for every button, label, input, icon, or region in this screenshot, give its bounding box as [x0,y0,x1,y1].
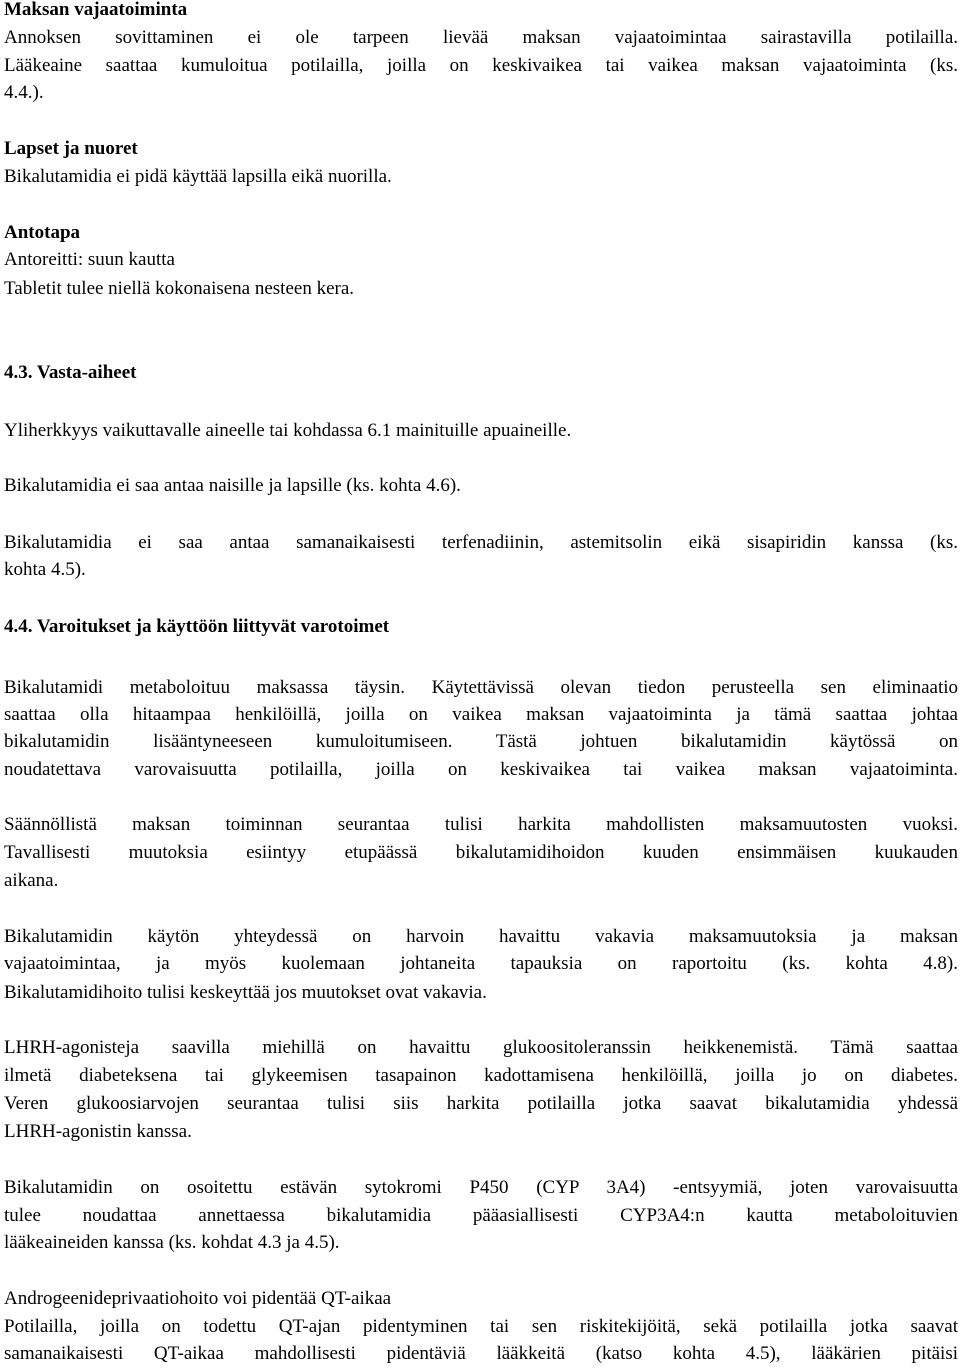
paragraph-line: lääkeaineiden kanssa (ks. kohdat 4.3 ja 4.5). [4,1232,340,1253]
paragraph-line: Yliherkkyys vaikuttavalle aineelle tai kohdassa 6.1 mainituille apuaineille. [4,420,572,441]
paragraph-line: LHRH-agonisteja saavilla miehillä on havaittu glukoositoleranssin heikkenemistä. Tämä saattaa [4,1037,958,1058]
paragraph-line: Androgeenideprivaatiohoito voi pidentää QT-aikaa [4,1288,392,1309]
section-heading-administration: Antotapa [4,222,81,243]
paragraph-line: Annoksen sovittaminen ei ole tarpeen lievää maksan vajaatoimintaa sairastavilla potilailla. [4,27,958,48]
paragraph-line: Veren glukoosiarvojen seurantaa tulisi siis harkita potilailla jotka saavat bikalutamidia yhdessä [4,1093,958,1114]
paragraph-line: Potilailla, joilla on todettu QT-ajan pidentyminen tai sen riskitekijöitä, sekä potilailla jotka saavat [4,1316,958,1337]
paragraph-line: bikalutamidin lisääntyneeseen kumuloitumiseen. Tästä johtuen bikalutamidin käytössä on [4,731,958,752]
paragraph-line: kohta 4.5). [4,559,86,580]
paragraph-line: vajaatoimintaa, ja myös kuolemaan johtaneita tapauksia on raportoitu (ks. kohta 4.8). [4,953,958,974]
paragraph-line: Antoreitti: suun kautta [4,249,175,270]
paragraph-line: Bikalutamidia ei saa antaa naisille ja lapsille (ks. kohta 4.6). [4,475,461,496]
paragraph-line: LHRH-agonistin kanssa. [4,1121,192,1142]
paragraph-line: Bikalutamidia ei pidä käyttää lapsilla eikä nuorilla. [4,166,392,187]
paragraph-line: Tabletit tulee niellä kokonaisena nesteen kera. [4,278,355,299]
paragraph-line: Tavallisesti muutoksia esiintyy etupäässä bikalutamidihoidon kuuden ensimmäisen kuukauden [4,842,958,863]
section-heading-warnings: 4.4. Varoitukset ja käyttöön liittyvät varotoimet [4,616,390,637]
section-heading-contraindications: 4.3. Vasta-aiheet [4,362,137,383]
paragraph-line: Säännöllistä maksan toiminnan seurantaa tulisi harkita mahdollisten maksamuutosten vuoksi. [4,814,958,835]
paragraph-line: Bikalutamidin on osoitettu estävän sytokromi P450 (CYP 3A4) -entsyymiä, joten varovaisuutta [4,1177,958,1198]
paragraph-line: saattaa olla hitaampaa henkilöillä, joilla on vaikea maksan vajaatoiminta ja tämä saattaa johtaa [4,704,958,725]
paragraph-line: ilmetä diabeteksena tai glykeemisen tasapainon kadottamisena henkilöillä, joilla jo on diabetes. [4,1065,958,1086]
paragraph-line: Bikalutamidihoito tulisi keskeyttää jos muutokset ovat vakavia. [4,982,487,1003]
paragraph-line: 4.4.). [4,82,44,103]
paragraph-line: Bikalutamidin käytön yhteydessä on harvoin havaittu vakavia maksamuutoksia ja maksan [4,926,958,947]
paragraph-line: Lääkeaine saattaa kumuloitua potilailla, joilla on keskivaikea tai vaikea maksan vajaatoiminta (ks. [4,55,958,76]
paragraph-line: Bikalutamidi metaboloituu maksassa täysin. Käytettävissä olevan tiedon perusteella sen eliminaatio [4,677,958,698]
section-heading-children: Lapset ja nuoret [4,138,138,159]
paragraph-line: aikana. [4,870,59,891]
section-heading-liver: Maksan vajaatoiminta [4,0,188,20]
paragraph-line: samanaikaisesti QT-aikaa mahdollisesti pidentäviä lääkkeitä (katso kohta 4.5), lääkärien pitäisi [4,1343,958,1364]
paragraph-line: tulee noudattaa annettaessa bikalutamidia pääasiallisesti CYP3A4:n kautta metaboloituvien [4,1205,958,1226]
paragraph-line: Bikalutamidia ei saa antaa samanaikaisesti terfenadiinin, astemitsolin eikä sisapiridin kanssa (ks. [4,532,958,553]
paragraph-line: noudatettava varovaisuutta potilailla, joilla on keskivaikea tai vaikea maksan vajaatoiminta. [4,759,958,780]
